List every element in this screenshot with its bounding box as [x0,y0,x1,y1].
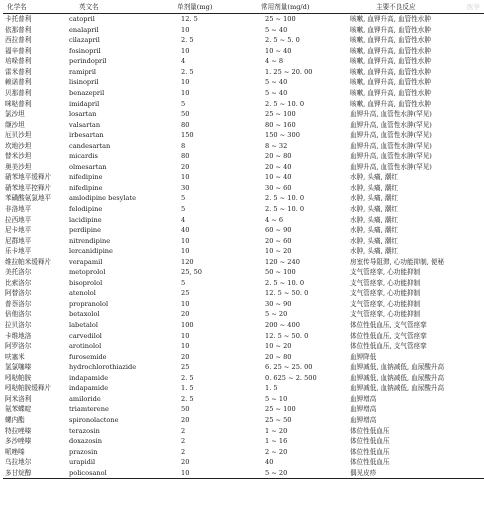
single-dose-cell: 50 [181,405,190,414]
usual-dose-cell: 2. 5 ~ 10. 0 [265,205,305,214]
chemical-name-cell: 普萘洛尔 [5,299,32,308]
english-name-cell: perindopril [69,57,107,66]
chemical-name-cell: 咪哒普利 [5,99,32,108]
chemical-name-cell: 吲哒帕胺 [5,373,32,382]
english-name-cell: labetalol [69,321,98,330]
usual-dose-cell: 30 ~ 90 [265,299,292,308]
chemical-name-cell: 尼卡地平 [5,226,32,235]
table-row [3,320,484,331]
adverse-effects-cell: 咳嗽, 血钾升高, 血管性水肿 [350,36,431,45]
usual-dose-cell: 4 ~ 6 [265,215,284,224]
chemical-name-cell: 贝那普利 [5,89,32,97]
usual-dose-cell: 5 ~ 40 [265,25,288,34]
table-row [3,14,484,25]
table-row [3,130,484,141]
usual-dose-cell: 40 [265,458,274,467]
adverse-effects-cell: 房室传导阻滞, 心功能抑制, 便秘 [350,257,445,266]
adverse-effects-cell: 咳嗽, 血钾升高, 血管性水肿 [350,67,431,76]
usual-dose-cell: 2. 5 ~ 10. 0 [265,194,305,203]
usual-dose-cell: 1. 5 [265,384,278,393]
table-row [3,246,484,257]
table-row [3,77,484,88]
single-dose-cell: 2. 5 [181,373,194,382]
english-name-cell: hydrochlorothiazide [69,363,137,372]
adverse-effects-cell: 体位性低血压, 支气管痉挛 [350,342,427,351]
single-dose-cell: 10 [181,25,190,34]
english-name-cell: nifedipine [69,173,103,182]
chemical-name-cell: 氯沙坦 [5,110,25,119]
chemical-name-cell: 氢氯噻嗪 [5,363,32,372]
chemical-name-cell: 维拉帕米缓释片 [5,257,52,266]
usual-dose-cell: 10 ~ 40 [265,46,292,55]
chemical-name-cell: 替米沙坦 [5,152,32,161]
usual-dose-cell: 30 ~ 60 [265,183,292,192]
english-name-cell: indapamide [69,384,109,393]
table-row [3,141,484,152]
usual-dose-cell: 5 ~ 20 [255,468,346,479]
single-dose-cell: 12. 5 [181,15,198,24]
table-row [3,183,484,194]
single-dose-cell: 4 [181,215,186,224]
table-row [3,352,484,363]
table-row [3,162,484,173]
adverse-effects-cell: 咳嗽, 血钾升高, 血管性水肿 [350,89,431,97]
usual-dose-cell: 25 ~ 100 [265,110,296,119]
adverse-effects-cell: 血钾减低, 血钠减低, 血尿酸升高 [350,384,445,393]
adverse-effects-cell: 咳嗽, 血钾升高, 血管性水肿 [350,78,431,87]
single-dose-cell: 5 [181,278,186,287]
english-name-cell: nitrendipine [69,236,111,245]
table-row [3,257,484,268]
english-name-cell: prazosin [69,447,98,456]
chemical-name-cell: 阿罗洛尔 [5,342,32,351]
single-dose-cell: 25 [181,363,190,372]
single-dose-cell: 20 [181,415,190,424]
usual-dose-cell: 5 ~ 40 [265,78,288,87]
table-row [3,56,484,67]
single-dose-cell: 2 [181,437,186,446]
table-header-row [3,1,484,14]
english-name-cell: valsartan [69,120,101,129]
table-row [3,341,484,352]
usual-dose-cell: 12. 5 ~ 50. 0 [265,331,309,340]
adverse-effects-cell: 咳嗽, 血钾升高, 血管性水肿 [350,57,431,66]
usual-dose-cell: 2. 5 ~ 10. 0 [265,99,305,108]
adverse-effects-cell: 血钾升高, 血管性水肿(罕见) [350,141,432,150]
table-row [3,109,484,120]
adverse-effects-cell: 水肿, 头痛, 潮红 [350,247,398,256]
english-name-cell: candesartan [69,141,111,150]
chemical-name-cell: 阿米洛利 [5,394,32,403]
single-dose-cell: 30 [181,183,190,192]
chemical-name-cell: 培哚普利 [5,57,32,66]
table-row [3,193,484,204]
single-dose-cell: 80 [181,152,190,161]
single-dose-cell: 2 [181,447,186,456]
adverse-effects-cell: 支气管痉挛, 心功能抑制 [350,278,421,287]
table-row [3,288,484,299]
adverse-effects-cell: 血钾增高 [350,394,377,403]
english-name-cell: bisoprolol [69,278,103,287]
single-dose-cell: 40 [181,226,190,235]
table-row [3,436,484,447]
english-name-cell: metoprolol [69,268,106,277]
chemical-name-cell: 坎地沙坦 [5,141,32,150]
single-dose-cell: 10 [181,299,190,308]
header-single-dose: 单剂量(mg) [169,1,255,14]
adverse-effects-cell: 支气管痉挛, 心功能抑制 [350,289,421,298]
chemical-name-cell: 拉西地平 [5,215,32,224]
single-dose-cell: 5 [181,194,186,203]
usual-dose-cell: 80 ~ 160 [265,120,296,129]
single-dose-cell: 20 [181,162,190,171]
usual-dose-cell: 20 ~ 40 [265,162,292,171]
single-dose-cell: 20 [181,458,190,467]
single-dose-cell: 150 [181,131,194,140]
single-dose-cell: 80 [181,120,190,129]
english-name-cell: carvedilol [69,331,102,340]
table-row [3,394,484,405]
usual-dose-cell: 150 ~ 300 [265,131,300,140]
english-name-cell: betaxolol [69,310,100,319]
usual-dose-cell: 0. 625 ~ 2. 500 [265,373,317,382]
table-row [3,299,484,310]
table-row [3,204,484,215]
english-name-cell: benazepril [69,89,105,97]
single-dose-cell: 1. 5 [181,384,194,393]
single-dose-cell: 25 [181,289,190,298]
single-dose-cell: 2. 5 [181,36,194,45]
table-row [3,172,484,183]
table-row [3,457,484,468]
usual-dose-cell: 5 ~ 10 [265,394,288,403]
usual-dose-cell: 10 ~ 20 [265,342,292,351]
adverse-effects-cell: 体位性低血压 [350,437,390,446]
adverse-effects-cell: 偶见皮疹 [346,468,484,479]
adverse-effects-cell: 支气管痉挛, 心功能抑制 [350,310,421,319]
adverse-effects-cell: 血钾升高, 血管性水肿(罕见) [350,131,432,140]
adverse-effects-cell: 水肿, 头痛, 潮红 [350,205,398,214]
drug-dosage-table [3,1,484,479]
adverse-effects-cell: 水肿, 头痛, 潮红 [350,183,398,192]
adverse-effects-cell: 咳嗽, 血钾升高, 血管性水肿 [350,15,431,24]
chemical-name-cell: 多甘烷醇 [3,468,67,479]
adverse-effects-cell: 咳嗽, 血钾升高, 血管性水肿 [350,99,431,108]
chemical-name-cell: 乌拉地尔 [5,458,32,467]
table-row [3,46,484,57]
usual-dose-cell: 20 ~ 80 [265,352,292,361]
watermark: 医学 [467,3,480,11]
usual-dose-cell: 1 ~ 16 [265,437,288,446]
english-name-cell: urapidil [69,458,96,467]
english-name-cell: indapamide [69,373,109,382]
header-chemical-name: 化学名 [3,1,67,14]
adverse-effects-cell: 血钾减低, 血钠减低, 血尿酸升高 [350,363,445,372]
table-row [3,309,484,320]
adverse-effects-cell: 血钾增高 [350,415,377,424]
adverse-effects-cell: 水肿, 头痛, 潮红 [350,173,398,182]
chemical-name-cell: 哌唑嗪 [5,447,25,456]
header-usual-dose: 常用剂量(mg/d) [255,1,346,14]
english-name-cell: losartan [69,110,97,119]
single-dose-cell: 20 [181,352,190,361]
adverse-effects-cell: 体位性低血压 [350,447,390,456]
adverse-effects-cell: 体位性低血压, 支气管痉挛 [350,321,427,330]
english-name-cell: arotinolol [69,342,102,351]
english-name-cell: lacidipine [69,215,102,224]
adverse-effects-cell: 水肿, 头痛, 潮红 [350,194,398,203]
english-name-cell: olmesartan [69,162,107,171]
chemical-name-cell: 尼群地平 [5,236,32,245]
usual-dose-cell: 60 ~ 90 [265,226,292,235]
table-row [3,214,484,225]
english-name-cell: verapamil [69,257,103,266]
usual-dose-cell: 200 ~ 400 [265,321,300,330]
single-dose-cell: 10 [181,78,190,87]
single-dose-cell: 2 [181,426,186,435]
table-row [3,383,484,394]
adverse-effects-cell: 水肿, 头痛, 潮红 [350,236,398,245]
english-name-cell: amlodipine besylate [69,194,136,203]
usual-dose-cell: 50 ~ 100 [265,268,296,277]
english-name-cell: spironolactone [69,415,119,424]
chemical-name-cell: 倍他洛尔 [5,310,32,319]
chemical-name-cell: 雷米普利 [5,67,32,76]
chemical-name-cell: 乐卡地平 [5,247,32,256]
table-row [3,67,484,78]
usual-dose-cell: 6. 25 ~ 25. 00 [265,363,313,372]
table-row [3,88,484,99]
adverse-effects-cell: 血钾升高, 血管性水肿(罕见) [350,152,432,161]
single-dose-cell: 100 [181,321,194,330]
chemical-name-cell: 硝苯地平控释片 [5,183,52,192]
table-row [3,362,484,373]
single-dose-cell: 10 [181,173,190,182]
single-dose-cell: 5 [181,99,186,108]
table-row [3,35,484,46]
chemical-name-cell: 特拉唑嗪 [5,426,32,435]
english-name-cell: perdipine [69,226,102,235]
table-row [3,373,484,384]
usual-dose-cell: 120 ~ 240 [265,257,300,266]
table-row [3,119,484,130]
single-dose-cell: 2. 5 [181,394,194,403]
english-name-cell: irbesartan [69,131,104,140]
english-name-cell: catopril [69,15,95,24]
english-name-cell: cilazapril [69,36,100,45]
table-row [3,151,484,162]
adverse-effects-cell: 水肿, 头痛, 潮红 [350,215,398,224]
single-dose-cell: 10 [181,247,190,256]
adverse-effects-cell: 血钾升高, 血管性水肿(罕见) [350,120,432,129]
usual-dose-cell: 25 ~ 50 [265,415,292,424]
english-name-cell: propranolol [69,299,109,308]
usual-dose-cell: 25 ~ 100 [265,15,296,24]
usual-dose-cell: 2 ~ 20 [265,447,288,456]
adverse-effects-cell: 体位性低血压 [350,458,390,467]
single-dose-cell: 8 [181,141,186,150]
table-body [3,14,484,479]
usual-dose-cell: 10 ~ 20 [265,247,292,256]
single-dose-cell: 10 [181,89,190,97]
chemical-name-cell: 苯磺酸氨氯地平 [5,194,52,203]
chemical-name-cell: 比索洛尔 [5,278,32,287]
english-name-cell: ramipril [69,67,97,76]
chemical-name-cell: 非洛地平 [5,205,32,214]
chemical-name-cell: 卡托普利 [5,15,32,24]
single-dose-cell: 5 [181,205,186,214]
usual-dose-cell: 1 ~ 20 [265,426,288,435]
english-name-cell: nifedipine [69,183,103,192]
adverse-effects-cell: 体位性低血压 [350,426,390,435]
single-dose-cell: 120 [181,257,194,266]
table-row [3,98,484,109]
adverse-effects-cell: 咳嗽, 血钾升高, 血管性水肿 [350,25,431,34]
chemical-name-cell: 螺内酯 [5,415,25,424]
single-dose-cell: 10 [181,342,190,351]
chemical-name-cell: 阿替洛尔 [5,289,32,298]
usual-dose-cell: 5 ~ 40 [265,89,288,97]
table-row [3,267,484,278]
adverse-effects-cell: 血钾减低, 血钠减低, 血尿酸升高 [350,373,445,382]
english-name-cell: enalapril [69,25,99,34]
chemical-name-cell: 吲哒帕胺缓释片 [5,384,52,393]
english-name-cell: imidapril [69,99,100,108]
header-adverse-effects: 主要不良反应 [346,1,484,14]
adverse-effects-cell: 血钾升高, 血管性水肿(罕见) [350,162,432,171]
adverse-effects-cell: 血钾增高 [350,405,377,414]
chemical-name-cell: 多沙唑嗪 [5,437,32,446]
chemical-name-cell: 呋塞米 [5,352,25,361]
usual-dose-cell: 4 ~ 8 [265,57,284,66]
english-name-cell: amiloride [69,394,101,403]
chemical-name-cell: 拉贝洛尔 [5,321,32,330]
table-row [3,25,484,36]
table-row [3,404,484,415]
english-name-cell: doxazosin [69,437,103,446]
adverse-effects-cell: 水肿, 头痛, 潮红 [350,226,398,235]
usual-dose-cell: 2. 5 ~ 5. 0 [265,36,300,45]
adverse-effects-cell: 支气管痉挛, 心功能抑制 [350,268,421,277]
adverse-effects-cell: 咳嗽, 血钾升高, 血管性水肿 [350,46,431,55]
single-dose-cell: 20 [181,310,190,319]
chemical-name-cell: 西拉普利 [5,36,32,45]
english-name-cell: triamterene [69,405,109,414]
adverse-effects-cell: 体位性低血压, 支气管痉挛 [350,331,427,340]
single-dose-cell: 10 [169,468,255,479]
chemical-name-cell: 厄贝沙坦 [5,131,32,140]
single-dose-cell: 25, 50 [181,268,202,277]
chemical-name-cell: 赖诺普利 [5,78,32,87]
single-dose-cell: 4 [181,57,186,66]
chemical-name-cell: 福辛普利 [5,46,32,55]
english-name-cell: lercanidipine [69,247,113,256]
english-name-cell: atenolol [69,289,96,298]
table-row [3,235,484,246]
usual-dose-cell: 8 ~ 32 [265,141,288,150]
chemical-name-cell: 硝苯地平缓释片 [5,173,52,182]
english-name-cell: micardis [69,152,98,161]
usual-dose-cell: 10 ~ 40 [265,173,292,182]
table-row [3,446,484,457]
english-name-cell: lisinopril [69,78,99,87]
english-name-cell: furosemide [69,352,107,361]
chemical-name-cell: 缬沙坦 [5,120,25,129]
table-row [3,330,484,341]
single-dose-cell: 10 [181,236,190,245]
usual-dose-cell: 5 ~ 20 [265,310,288,319]
single-dose-cell: 2. 5 [181,67,194,76]
chemical-name-cell: 奥美沙坦 [5,162,32,171]
usual-dose-cell: 20 ~ 60 [265,236,292,245]
header-english-name: 英文名 [67,1,169,14]
usual-dose-cell: 1. 25 ~ 20. 00 [265,67,313,76]
english-name-cell: felodipine [69,205,103,214]
english-name-cell: terazosin [69,426,100,435]
adverse-effects-cell: 血钾降低 [350,352,377,361]
table-row [3,278,484,289]
single-dose-cell: 10 [181,331,190,340]
table-row [3,468,484,479]
table-row [3,225,484,236]
single-dose-cell: 50 [181,110,190,119]
table-row [3,415,484,426]
usual-dose-cell: 25 ~ 100 [265,405,296,414]
chemical-name-cell: 氨苯蝶啶 [5,405,32,414]
chemical-name-cell: 美托洛尔 [5,268,32,277]
usual-dose-cell: 12. 5 ~ 50. 0 [265,289,309,298]
adverse-effects-cell: 血钾升高, 血管性水肿(罕见) [350,110,432,119]
chemical-name-cell: 依那普利 [5,25,32,34]
english-name-cell: policosanol [67,468,169,479]
usual-dose-cell: 2. 5 ~ 10. 0 [265,278,305,287]
usual-dose-cell: 20 ~ 80 [265,152,292,161]
adverse-effects-cell: 支气管痉挛, 心功能抑制 [350,299,421,308]
table-row [3,425,484,436]
chemical-name-cell: 卡维地洛 [5,331,32,340]
single-dose-cell: 10 [181,46,190,55]
english-name-cell: fosinopril [69,46,101,55]
